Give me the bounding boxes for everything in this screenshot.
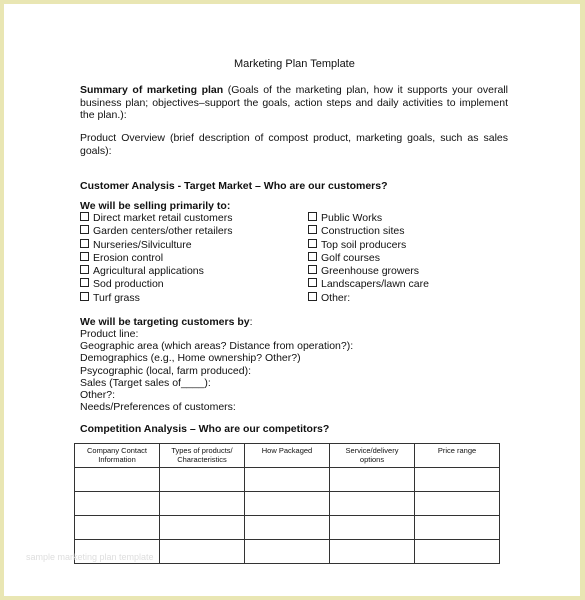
table-header-row [75,444,500,468]
competitor-table [74,443,500,564]
checkbox-icon[interactable] [308,292,317,301]
checkbox-icon[interactable] [80,239,89,248]
checkbox-icon[interactable] [308,225,317,234]
selling-checklist-right [308,212,429,305]
column-header-price: Price range [415,444,500,468]
summary-label: Summary of marketing plan [80,84,224,96]
watermark-text: sample marketing plan template [26,552,154,562]
checklist-item[interactable]: Nurseries/Silviculture [80,239,232,252]
table-cell[interactable] [245,492,330,516]
checkbox-icon[interactable] [80,225,89,234]
summary-paragraph [80,84,508,122]
checkbox-icon[interactable] [80,212,89,221]
table-cell[interactable] [245,540,330,564]
checkbox-icon[interactable] [80,292,89,301]
column-header-service: Service/delivery options [330,444,415,468]
table-cell[interactable] [415,540,500,564]
summary-text: (Goals of the marketing plan, how it supports your overall business plan; objectives–support the goals, action steps and daily activities to implement the plan.): [80,84,508,121]
document-page [4,4,580,596]
checklist-item[interactable]: Erosion control [80,252,232,265]
column-header-products: Types of products/ Characteristics [160,444,245,468]
table-cell[interactable] [330,468,415,492]
table-cell[interactable] [415,492,500,516]
document-title: Marketing Plan Template [234,58,355,70]
targeting-line: Demographics (e.g., Home ownership? Other?) [80,352,301,365]
table-cell[interactable] [160,540,245,564]
targeting-heading: We will be targeting customers by: [80,316,253,328]
targeting-line: Product line: [80,328,139,340]
table-cell[interactable] [330,540,415,564]
checklist-item[interactable]: Direct market retail customers [80,212,232,225]
targeting-line: Geographic area (which areas? Distance from operation?): [80,340,354,353]
table-row [75,492,500,516]
checklist-item[interactable]: Sod production [80,278,232,291]
column-header-contact: Company Contact Information [75,444,160,468]
targeting-line: Psycographic (local, farm produced): [80,364,251,377]
table-cell[interactable] [160,468,245,492]
table-row [75,468,500,492]
table-cell[interactable] [330,516,415,540]
table-cell[interactable] [245,468,330,492]
table-row [75,516,500,540]
column-header-packaged: How Packaged [245,444,330,468]
table-cell[interactable] [75,516,160,540]
selling-heading: We will be selling primarily to: [80,200,231,212]
table-cell[interactable] [160,492,245,516]
checklist-item[interactable]: Agricultural applications [80,265,232,278]
table-cell[interactable] [75,492,160,516]
checklist-item[interactable]: Golf courses [308,252,429,265]
checkbox-icon[interactable] [80,278,89,287]
targeting-lines [80,328,353,413]
customer-analysis-heading: Customer Analysis - Target Market – Who are our customers? [80,180,388,192]
table-cell[interactable] [160,516,245,540]
targeting-line: Needs/Preferences of customers: [80,401,236,414]
checklist-item[interactable]: Landscapers/lawn care [308,278,429,291]
checkbox-icon[interactable] [80,265,89,274]
checklist-item[interactable]: Top soil producers [308,239,429,252]
checklist-item[interactable]: Other: [308,292,429,305]
checklist-item[interactable]: Public Works [308,212,429,225]
checkbox-icon[interactable] [308,278,317,287]
table-cell[interactable] [415,468,500,492]
checkbox-icon[interactable] [80,252,89,261]
checklist-item[interactable]: Garden centers/other retailers [80,225,232,238]
product-overview-paragraph: Product Overview (brief description of compost product, marketing goals, such as sales goals): [80,132,508,157]
targeting-line: Sales (Target sales of____): [80,376,211,389]
table-cell[interactable] [330,492,415,516]
checkbox-icon[interactable] [308,212,317,221]
table-cell[interactable] [415,516,500,540]
table-cell[interactable] [245,516,330,540]
competition-heading: Competition Analysis – Who are our competitors? [80,423,330,435]
checklist-item[interactable]: Construction sites [308,225,429,238]
checklist-item[interactable]: Greenhouse growers [308,265,429,278]
table-cell[interactable] [75,468,160,492]
checklist-item[interactable]: Turf grass [80,292,232,305]
checkbox-icon[interactable] [308,265,317,274]
checkbox-icon[interactable] [308,239,317,248]
checkbox-icon[interactable] [308,252,317,261]
targeting-line: Other?: [80,389,116,402]
selling-checklist-left [80,212,232,305]
